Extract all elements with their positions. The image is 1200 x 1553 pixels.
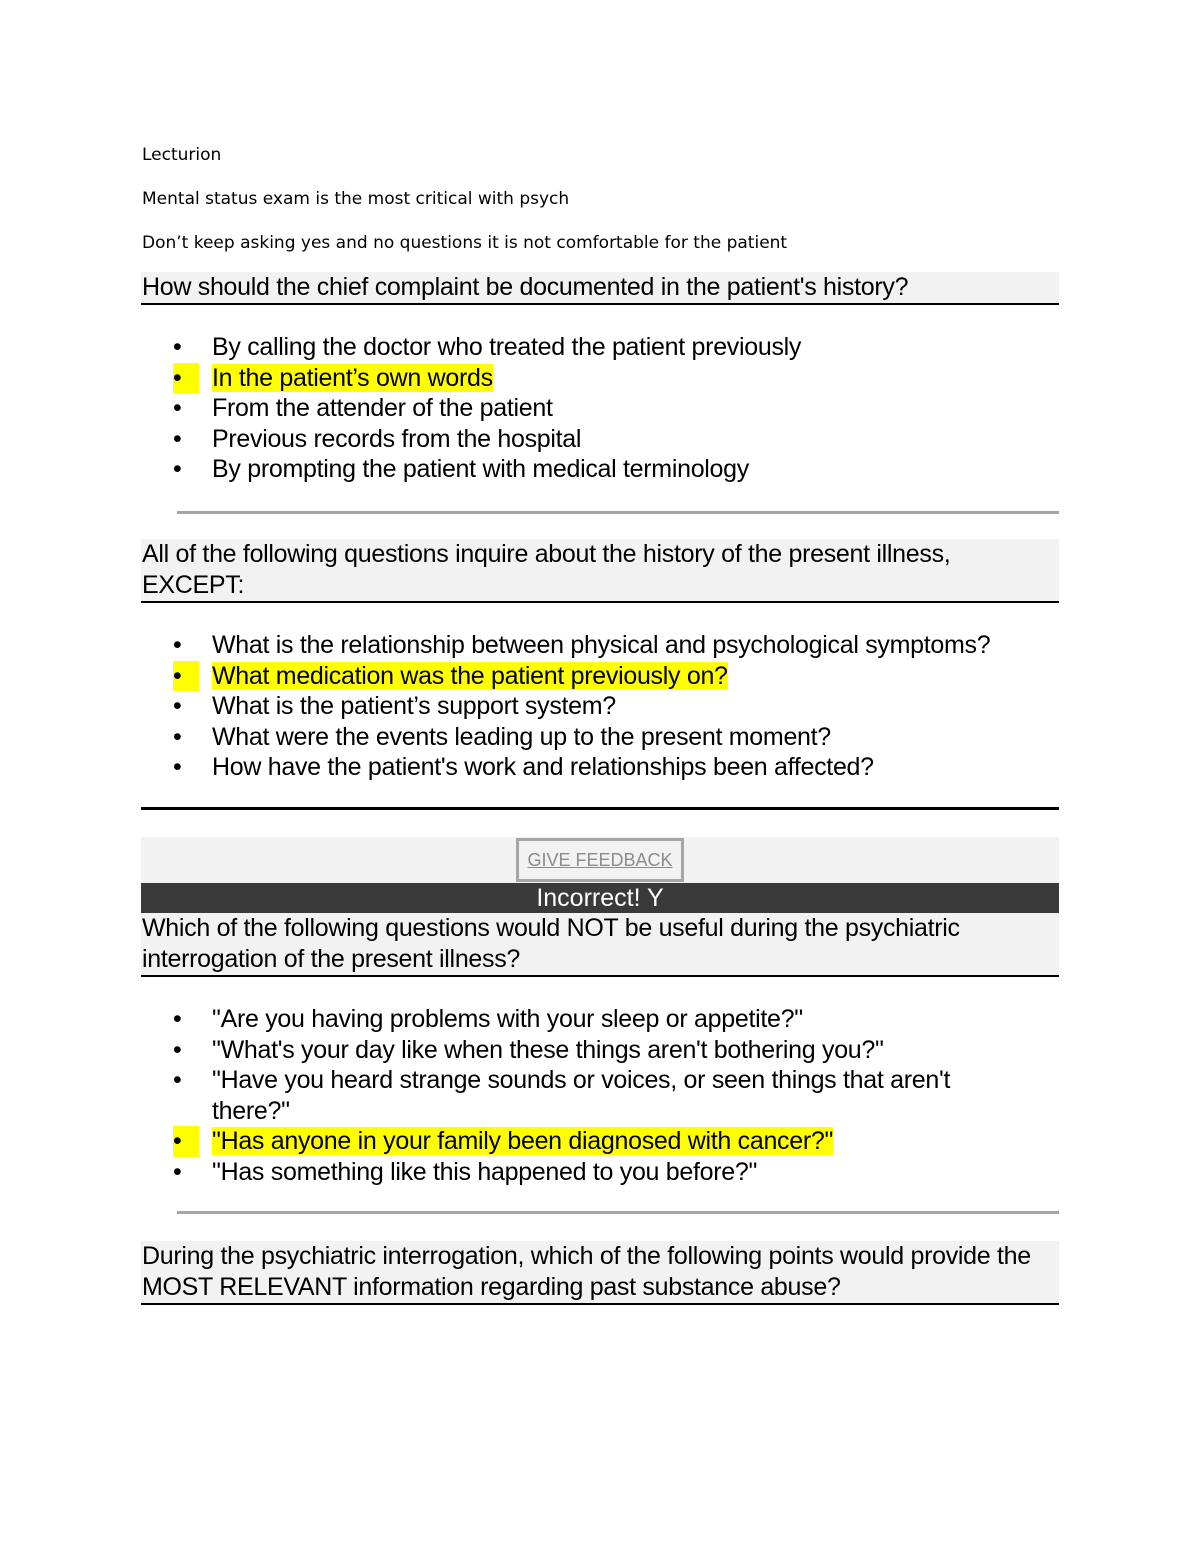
option-text: What is the patient’s support system?: [212, 692, 616, 720]
option-text-highlighted: In the patient’s own words: [212, 363, 493, 392]
bullet-icon: •: [173, 692, 182, 720]
list-item-highlighted: [173, 1126, 1072, 1157]
option-text: By prompting the patient with medical terminology: [212, 455, 749, 483]
bullet-icon: •: [173, 363, 199, 394]
list-item: [173, 332, 1072, 363]
bullet-icon: •: [173, 1066, 182, 1094]
bullet-icon: •: [173, 394, 182, 422]
list-item: [173, 1004, 1072, 1035]
give-feedback-button[interactable]: GIVE FEEDBACK: [516, 838, 684, 882]
list-item: [173, 722, 1072, 753]
list-item: [173, 691, 1072, 722]
question-1-heading: How should the chief complaint be documented in the patient's history?: [141, 272, 1059, 305]
list-item-highlighted: [173, 661, 1072, 692]
list-item: [173, 752, 1072, 783]
option-text: "Has something like this happened to you before?": [212, 1157, 758, 1186]
note-line-1: Lecturion: [142, 145, 222, 165]
divider: [141, 807, 1059, 810]
option-text-highlighted: What medication was the patient previously on?: [212, 661, 728, 690]
question-2-heading: All of the following questions inquire about the history of the present illness, EXCEPT:: [141, 539, 1059, 603]
question-1-options: [173, 332, 1072, 485]
bullet-icon: •: [173, 722, 182, 751]
bullet-icon: •: [173, 455, 182, 483]
option-text: By calling the doctor who treated the patient previously: [212, 333, 802, 361]
question-3-heading: Which of the following questions would NOT be useful during the psychiatric interrogation of the present illness?: [141, 913, 1059, 977]
bullet-icon: •: [173, 753, 182, 781]
bullet-icon: •: [173, 424, 182, 453]
option-text: "Have you heard strange sounds or voices, or seen things that aren't there?": [212, 1066, 951, 1125]
option-text: What were the events leading up to the present moment?: [212, 722, 831, 751]
list-item: [173, 1157, 1072, 1188]
list-item-highlighted: [173, 363, 1072, 394]
list-item: [173, 454, 1072, 485]
divider: [177, 511, 1059, 514]
list-item: [173, 393, 1072, 424]
bullet-icon: •: [173, 1157, 182, 1186]
list-item: [173, 424, 1072, 455]
option-text-highlighted: "Has anyone in your family been diagnosed with cancer?": [212, 1127, 834, 1155]
option-text: "What's your day like when these things aren't bothering you?": [212, 1035, 884, 1064]
bullet-icon: •: [173, 1035, 182, 1064]
note-line-2: Mental status exam is the most critical with psych: [142, 189, 570, 209]
divider: [177, 1211, 1059, 1214]
result-banner: Incorrect! Y: [141, 883, 1059, 913]
option-text: What is the relationship between physical and psychological symptoms?: [212, 631, 991, 659]
list-item: [173, 630, 1072, 661]
question-3-options: [173, 1004, 1072, 1187]
option-text: From the attender of the patient: [212, 394, 553, 422]
list-item: [173, 1035, 1072, 1066]
question-2-options: [173, 630, 1072, 783]
option-text: How have the patient's work and relationships been affected?: [212, 753, 874, 781]
bullet-icon: •: [173, 631, 182, 659]
question-4-heading: During the psychiatric interrogation, which of the following points would provide the MOST RELEVANT information regarding past substance abuse?: [141, 1241, 1059, 1305]
option-text: "Are you having problems with your sleep or appetite?": [212, 1005, 803, 1033]
bullet-icon: •: [173, 1126, 199, 1157]
bullet-icon: •: [173, 661, 199, 692]
bullet-icon: •: [173, 1005, 182, 1033]
note-line-3: Don’t keep asking yes and no questions it is not comfortable for the patient: [142, 233, 788, 253]
option-text: Previous records from the hospital: [212, 424, 582, 453]
list-item: [173, 1065, 1032, 1126]
bullet-icon: •: [173, 333, 182, 361]
